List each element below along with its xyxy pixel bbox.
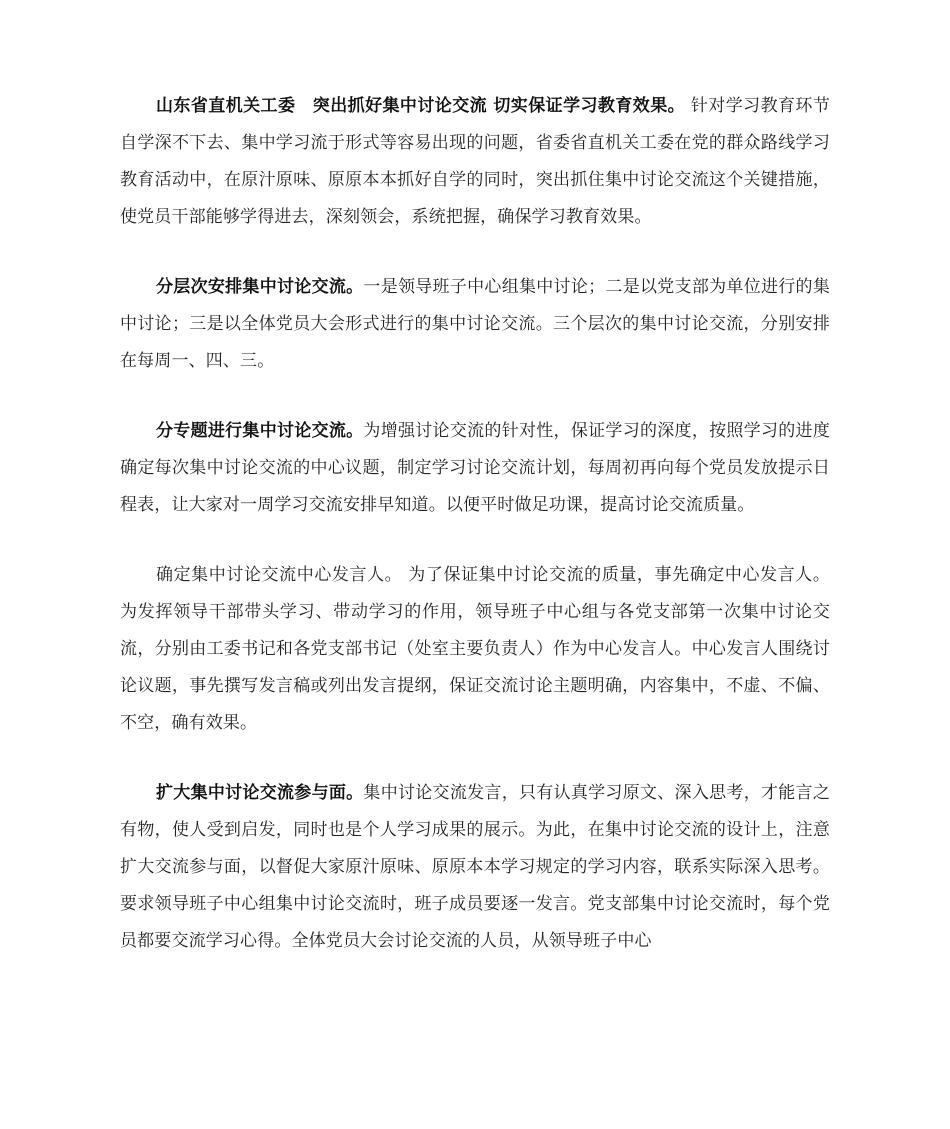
paragraph-body: 为了保证集中讨论交流的质量，事先确定中心发言人。为发挥领导干部带头学习、带动学习的作用，领导班子中心组与各党支部第一次集中讨论交流，分别由工委书记和各党支部书记（处室主要负责人）作为中心发言人。中心发言人围绕讨论议题，事先撰写发言稿或列出发言提纲，保证交流讨论主题明确，内容集中，不虚、不偏、不空，确有效果。	[120, 565, 830, 733]
paragraph-central-speaker	[120, 557, 830, 742]
paragraph-body: 集中讨论交流发言，只有认真学习原文、深入思考，才能言之有物，使人受到启发，同时也是个人学习成果的展示。为此，在集中讨论交流的设计上，注意扩大交流参与面，以督促大家原汁原味、原原本本学习规定的学习内容，联系实际深入思考。要求领导班子中心组集中讨论交流时，班子成员要逐一发言。党支部集中讨论交流时，每个党员都要交流学习心得。全体党员大会讨论交流的人员，从领导班子中心	[120, 783, 830, 951]
paragraph-expand-participation	[120, 775, 830, 960]
paragraph-body: 为增强讨论交流的针对性，保证学习的深度，按照学习的进度确定每次集中讨论交流的中心议题，制定学习讨论交流计划，每周初再向每个党员发放提示日程表，让大家对一周学习交流安排早知道。以便平时做足功课，提高讨论交流质量。	[120, 421, 830, 515]
paragraph-shandong-intro	[120, 88, 830, 236]
paragraph-layered-arrangement	[120, 269, 830, 380]
paragraph-heading: 分层次安排集中讨论交流。	[156, 277, 364, 297]
paragraph-body: 针对学习教育环节自学深不下去、集中学习流于形式等容易出现的问题，省委省直机关工委在党的群众路线学习教育活动中，在原汁原味、原原本本抓好自学的同时，突出抓住集中讨论交流这个关键措施，使党员干部能够学得进去，深刻领会，系统把握，确保学习教育效果。	[120, 96, 830, 227]
paragraph-heading: 山东省直机关工委 突出抓好集中讨论交流 切实保证学习教育效果。	[156, 96, 686, 116]
paragraph-heading: 确定集中讨论交流中心发言人。	[156, 565, 403, 585]
paragraph-heading: 分专题进行集中讨论交流。	[156, 421, 364, 441]
paragraph-heading: 扩大集中讨论交流参与面。	[156, 783, 364, 803]
paragraph-body: 一是领导班子中心组集中讨论；二是以党支部为单位进行的集中讨论；三是以全体党员大会形式进行的集中讨论交流。三个层次的集中讨论交流，分别安排在每周一、四、三。	[120, 277, 830, 371]
document-page	[120, 88, 830, 993]
paragraph-topic-based	[120, 413, 830, 524]
